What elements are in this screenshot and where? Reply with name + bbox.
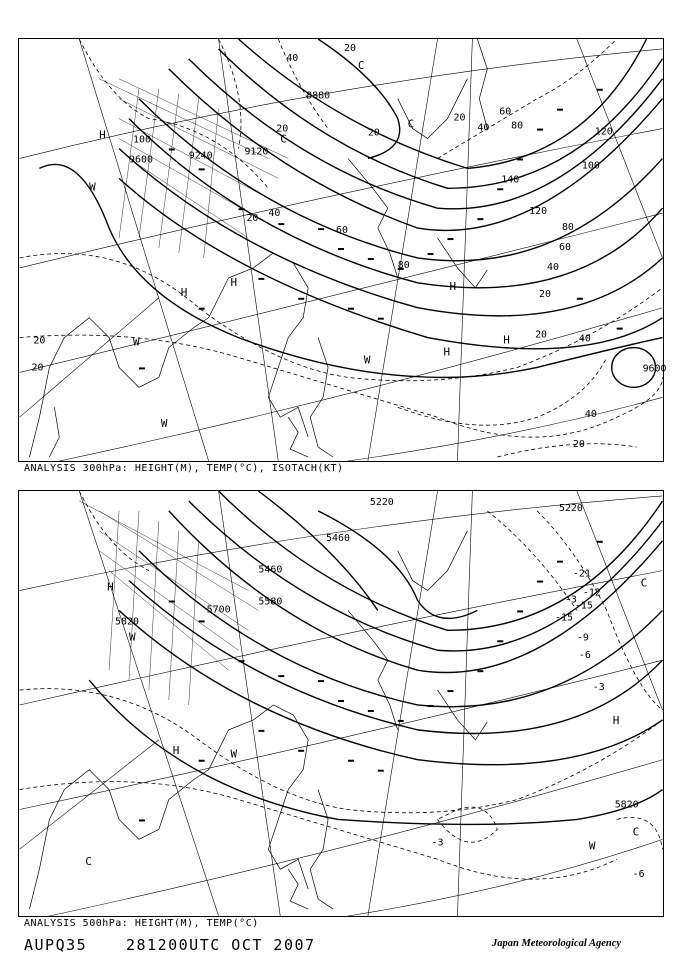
contour-label: 40 [286,52,299,64]
contour-label: 40 [584,409,597,421]
height-label: 9600 [642,363,667,375]
height-label: 5580 [258,596,283,608]
high-pressure-label: H [230,275,238,289]
map-panel-300hpa [18,38,667,462]
caption-300hpa: ANALYSIS 300hPa: HEIGHT(M), TEMP(°C), ISOTACH(KT) [24,463,344,474]
high-pressure-label: H [172,743,180,757]
contour-label: -9 [576,632,589,644]
contour-label: -6 [578,650,591,662]
warm-center-label: W [89,180,96,194]
contour-label: 100 [581,160,600,172]
station-plots [139,89,623,370]
height-label: 9120 [244,146,269,158]
contour-label: 20 [276,123,289,135]
warm-center-label: W [363,353,371,367]
contour-label: 20 [535,329,548,341]
contour-label: 20 [572,439,585,451]
high-pressure-label: H [449,279,457,293]
height-label: 5220 [369,496,394,508]
contour-label: 20 [343,42,356,54]
contour-label: 120 [529,206,548,218]
warm-center-label: W [128,630,136,644]
contour-label: -21 [572,568,591,580]
cold-center-label: C [280,132,287,146]
coastlines [29,39,490,457]
contour-label: 80 [561,222,574,234]
cold-center-label: C [632,825,640,839]
contour-label: 40 [547,261,559,273]
contour-label: -15 [554,612,573,624]
contour-label: -3 [564,594,577,606]
contour-label: 140 [501,174,520,186]
map-300hpa-svg [19,39,667,461]
height-label: 5820 [614,799,639,811]
high-pressure-label: H [180,285,188,299]
contour-label: 40 [578,333,591,345]
contour-label: 20 [31,362,44,374]
contour-label: 20 [453,112,466,124]
contour-label: 20 [367,127,380,139]
height-label: 8880 [306,90,331,102]
agency-name: Japan Meteorological Agency [492,938,622,949]
contour-label: 40 [477,122,490,134]
contour-label: 20 [246,213,259,225]
cold-center-label: C [85,855,92,869]
contour-label: 20 [539,288,552,300]
contour-label: 20 [33,335,46,347]
warm-center-label: W [132,335,140,349]
contour-label: 40 [268,208,281,220]
high-pressure-label: H [612,713,620,727]
caption-500hpa: ANALYSIS 500hPa: HEIGHT(M), TEMP(°C) [24,918,259,929]
map-panel-500hpa [18,490,664,917]
contour-label: 120 [594,126,613,138]
height-label: 5820 [115,616,140,628]
contour-label: 60 [558,242,571,254]
map-500hpa-svg [19,491,663,916]
contour-label: -6 [632,869,645,881]
height-label: 5700 [206,604,231,616]
high-pressure-label: H [107,580,114,594]
high-pressure-label: H [503,333,510,347]
height-label: 5460 [326,532,351,544]
high-pressure-label: H [99,128,106,142]
contour-label: -3 [592,682,605,694]
warm-center-label: W [588,839,596,853]
height-contours [89,491,662,824]
height-label: 9240 [188,150,213,162]
contour-label: 100 [132,134,151,146]
contour-label: -15 [574,600,593,612]
height-label: 9600 [129,154,153,166]
cold-center-label: C [407,117,415,131]
contour-label: 60 [499,106,512,118]
valid-time: 281200UTC OCT 2007 [126,936,316,954]
height-label: 5460 [258,564,283,576]
high-pressure-label: H [443,345,451,359]
cold-center-label: C [640,576,648,590]
warm-center-label: W [230,747,238,761]
contour-label: -3 [431,837,444,849]
station-plots [139,541,603,822]
contour-label: 80 [511,120,524,132]
chart-id: AUPQ35 [24,936,88,954]
contour-label: 80 [397,259,410,271]
warm-center-label: W [160,417,168,431]
height-label: 5220 [558,502,583,514]
contour-label: 60 [336,225,348,237]
contour-label: -12 [582,587,601,599]
hatched-area [79,501,258,705]
graticule [20,491,663,916]
cold-center-label: C [357,58,365,72]
